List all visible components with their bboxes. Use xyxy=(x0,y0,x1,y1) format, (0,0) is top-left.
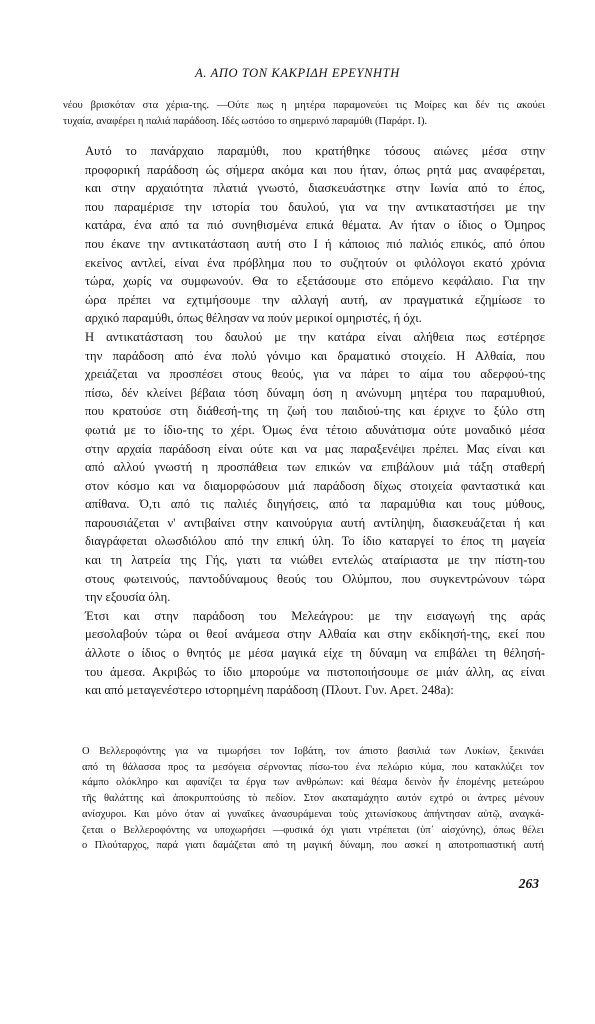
text-line: Έτσι και στην παράδοση του Μελεάγρου: με την εισαγωγή της αράς xyxy=(85,608,545,623)
text-line: διαγράφεται ολωσδιόλου από την επική ύλη. Το ίδιο καταργεί το έπος τη μαγεία xyxy=(85,534,545,549)
text-line: στην αρχαία παράδοση είναι ούτε και να μας παραξενέψει πρέπει. Μας είναι και xyxy=(85,441,545,456)
text-line: στους φωτεινούς, παντοδύναμους θεούς του Ολύμπου, που συγκεντρώνουν τώρα xyxy=(85,571,545,586)
paragraph-1 xyxy=(63,142,545,328)
text-line: μεσολαβούν τώρα οι θεοί ανάμεσα στην Αλθαία και στην εκδίκησή-της, εκεί που xyxy=(85,627,545,642)
text-line: φωτιά με το ίδιο-της το χέρι. Όμως ένα τέτοιο αδυνάτισμα ούτε μοναδικό μέσα xyxy=(85,422,545,437)
text-line: την παράδοση από ένα πολύ γόνιμο και δραματικό στοιχείο. Η Αλθαία, που xyxy=(85,348,545,363)
text-line: εκείνος αντλεί, είναι ένα πρόβλημα που το συζητούν οι φιλόλογοι εκατό χρόνια xyxy=(85,255,545,270)
text-line: από αλλού γνωστή η προσπάθεια των επικών να επιβάλουν μιά τάξη σταθερή xyxy=(85,460,545,475)
text-line: ζεται ο Βελλεροφόντης να υποχωρήσει —φυσικά όχι γιατι ντρέπεται (ὑπ᾽ αἰσχύνης), όπως θέλει xyxy=(82,824,544,836)
text-line: Η αντικατάσταση του δαυλού με την κατάρα είναι αλήθεια πως εστέρησε xyxy=(85,329,545,344)
text-line: από τη θάλασσα προς τα μεσόγεια σέρνοντας πίσω-του ένα πελώριο κύμα, που κατακλύζει τον xyxy=(82,761,544,773)
text-line: κατάρα, ένα από τα πιό συνηθισμένα επικά θέματα. Αν ήταν ο ίδιος ο Όμηρος xyxy=(85,218,545,233)
text-line: τώρα, χωρίς να συμφωνούν. Θα το εξετάσουμε στο επόμενο κεφάλαιο. Για την xyxy=(85,274,545,289)
text-line: παρουσιάζεται ν' αντιβαίνει στην καινούργια αυτή αντίληψη, διασκευάζεται ή και xyxy=(85,515,545,530)
page-number: 263 xyxy=(518,876,539,891)
text-line: τυχαία, αναφέρει η παλιά παράδοση. Ιδές ωστόσο το σημερινό παραμύθι (Παράρτ. Ι). xyxy=(63,116,428,127)
text-line: που έκανε την αντικατάσταση αυτή στο Ι ή κάποιος πιό παλιός επικός, από όπου xyxy=(85,236,545,251)
text-line: χρειάζεται να προσπέσει στους θεούς, για να πάρει το αίμα του αδερφού-της xyxy=(85,367,545,382)
text-line: του άμεσα. Ακριβώς το ίδιο μπορούμε να πιστοποιήσουμε σε μιάν άλλη, ας είναι xyxy=(85,664,545,679)
text-line: νέου βρισκόταν στα χέρια-της. —Ούτε πως η μητέρα παραμονεύει τις Μοίρες και δέν τις ακούει xyxy=(63,100,545,111)
text-line: και τη λατρεία της Γής, γιατι τα νιώθει εντελώς αταίριαστα με την πίστη-του xyxy=(85,553,545,568)
text-line: Ο Βελλεροφόντης για να τιμωρήσει τον Ιοβάτη, τον άπιστο βασιλιά των Λυκίων, ξεκινάει xyxy=(82,746,544,757)
paragraph-2 xyxy=(63,328,545,607)
text-line: τῆς θαλάττης καὶ ἀποκρυπτούσης τὸ πεδίον. Στον ακαταμάχητο αυτόν εχτρό οι άντρες μένουν xyxy=(82,793,544,805)
text-line: αρχικό παραμύθι, όπως θέλησαν να πούν μερικοί ομηριστές, ή όχι. xyxy=(85,311,422,326)
text-line: και από μεταγενέστερο ιστορημένη παράδοση (Πλουτ. Γυν. Αρετ. 248a): xyxy=(85,683,454,698)
text-line: που παραμέρισε την ιστορία του δαυλού, για να την αντικαταστήσει με την xyxy=(85,199,545,214)
quoted-extract xyxy=(68,744,544,854)
text-line: Αυτό το πανάρχαιο παραμύθι, που κρατήθηκε τόσους αιώνες μέσα στην xyxy=(85,144,545,158)
text-line: ο Πλούταρχος, παρά γιατι δαμάζεται από τη μαγική δύναμη, που ασκεί η αποτροπιαστική αυτή xyxy=(82,840,544,852)
paragraph-3 xyxy=(63,607,545,700)
text-line: και στην αρχαιότητα πλατιά γνωστό, διασκευάστηκε στην Ιωνία από το έπος, xyxy=(85,181,545,196)
main-text xyxy=(63,142,545,700)
continued-note xyxy=(63,98,545,130)
text-line: που κρατούσε στη διάθεσή-της τη ζωή του παιδιού-της και έριχνε το ξύλο στη xyxy=(85,404,545,419)
quoted-extract-text xyxy=(68,744,544,854)
text-line: άλλοτε ο ίδιος ο θνητός με μέσα μαγικά είχε τη δύναμη να επιβάλει τη θέλησή- xyxy=(85,646,545,661)
text-line: ώρα πρέπει να εχτιμήσουμε την αλλαγή αυτή, αν πραγματικά εζημίωσε το xyxy=(85,292,545,307)
text-line: προφορική παράδοση ώς σήμερα ακόμα και που ήταν, όπως ρητά μας αναφέρεται, xyxy=(85,162,545,177)
text-line: κάμπο ολόκληρο και αφανίζει τα έργα των ανθρώπων: καὶ θέαμα δεινὸν ἦν ἑπομένης μετεώρου xyxy=(82,777,544,789)
text-line: την εξουσία όλη. xyxy=(85,590,171,605)
text-line: πίσω, δέν κλείνει βέβαια τόση δύναμη όση η ανώνυμη μητέρα του παραμυθιού, xyxy=(85,385,545,400)
text-line: ανίσχυροι. Και μόνο όταν αἱ γυναῖκες ἀνασυράμεναι τοὺς χιτωνίσκους ἀπήντησαν αὐτῷ, αναγκά- xyxy=(82,808,544,820)
running-head: Α. ΑΠΟ ΤΟΝ ΚΑΚΡΙΔΗ ΕΡΕΥΝΗΤΗ xyxy=(195,66,400,80)
text-line: στον κόσμο και να διαμορφώσουν μιά παράδοση δίχως στοιχεία φανταστικά και xyxy=(85,478,545,493)
continued-note-text xyxy=(63,98,545,130)
text-line: απίθανα. Ό,τι από τις παλιές διηγήσεις, από τα παραμύθια και τους μύθους, xyxy=(85,497,545,512)
